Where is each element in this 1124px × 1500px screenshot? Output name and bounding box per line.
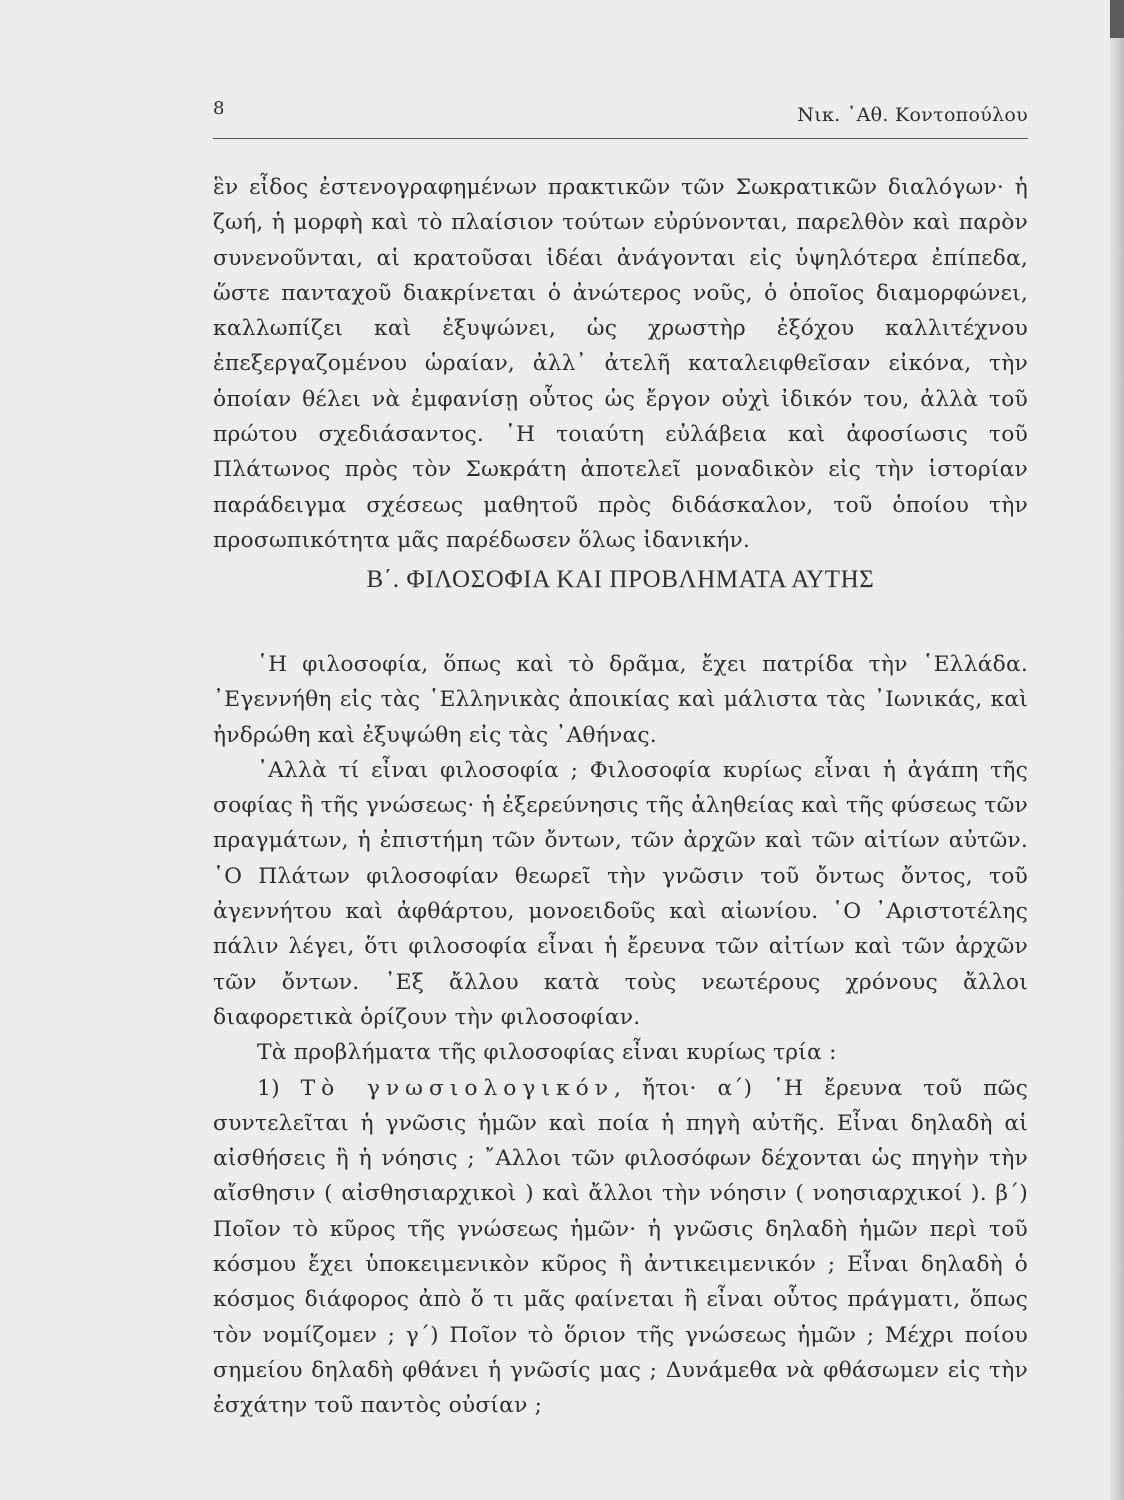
- section-body: [213, 647, 1028, 1424]
- page-edge-shadow: [1110, 0, 1124, 1500]
- running-head-author: Νικ. ᾿Αθ. Κοντοπούλου: [797, 104, 1028, 126]
- section-heading: Β΄. ΦΙΛΟΣΟΦΙΑ ΚΑΙ ΠΡΟΒΛΗΜΑΤΑ ΑΥΤΗΣ: [366, 566, 875, 593]
- page-header: [213, 98, 1028, 139]
- scan-corner-mark: [1110, 0, 1124, 38]
- intro-paragraph: ἓν εἶδος ἐστενογραφημένων πρακτικῶν τῶν Σωκρατικῶν διαλόγων· ἡ ζωή, ἡ μορφὴ καὶ τὸ πλαίσιον τούτων εὐρύνονται, παρελθὸν καὶ παρὸν συνενοῦνται, αἱ κρατοῦσαι ἰδέαι ἀνάγονται εἰς ὑψηλότερα ἐπίπεδα, ὥστε πανταχοῦ διακρίνεται ὁ ἀνώτερος νοῦς, ὁ ὁποῖος διαμορφώνει, καλλωπίζει καὶ ἐξυψώνει, ὡς χρωστὴρ ἐξόχου καλλιτέχνου ἐπεξεργαζομένου ὡραίαν, ἀλλ᾿ ἀτελῆ καταλειφθεῖσαν εἰκόνα, τὴν ὁποίαν θέλει νὰ ἐμφανίσῃ οὗτος ὡς ἔργον οὐχὶ ἰδικόν του, ἀλλὰ τοῦ πρώτου σχεδιάσαντος. ῾Η τοιαύτη εὐλάβεια καὶ ἀφοσίωσις τοῦ Πλάτωνος πρὸς τὸν Σωκράτη ἀποτελεῖ μοναδικὸν εἰς τὴν ἱστορίαν παράδειγμα σχέσεως μαθητοῦ πρὸς διδάσκαλον, τοῦ ὁποίου τὴν προσωπικότητα μᾶς παρέδωσεν ὅλως ἰδανικήν.: [213, 175, 1028, 553]
- paragraph-definition: ᾿Αλλὰ τί εἶναι φιλοσοφία ; Φιλοσοφία κυρίως εἶναι ἡ ἀγάπη τῆς σοφίας ἢ τῆς γνώσεως· ἡ ἐξερεύνησις τῆς ἀληθείας καὶ τῆς φύσεως τῶν πραγμάτων, ἡ ἐπιστήμη τῶν ὄντων, τῶν ἀρχῶν καὶ τῶν αἰτίων αὐτῶν. ῾Ο Πλάτων φιλοσοφίαν θεωρεῖ τὴν γνῶσιν τοῦ ὄντως ὄντος, τοῦ ἀγεννήτου καὶ ἀφθάρτου, μονοειδοῦς καὶ αἰωνίου. ῾Ο ᾿Αριστοτέλης πάλιν λέγει, ὅτι φιλοσοφία εἶναι ἡ ἔρευνα τῶν αἰτίων καὶ τῶν ἀρχῶν τῶν ὄντων. ᾿Εξ ἄλλου κατὰ τοὺς νεωτέρους χρόνους ἄλλοι διαφορετικὰ ὁρίζουν τὴν φιλοσοφίαν.: [213, 757, 1028, 1030]
- paragraph-epistemological: [213, 1071, 1028, 1424]
- intro-text-block: [213, 170, 1028, 553]
- paragraph-problems-intro: Τὰ προβλήματα τῆς φιλοσοφίας εἶναι κυρίως τρία :: [257, 1040, 837, 1066]
- item-text: , ἤτοι· α΄) ῾Η ἔρευνα τοῦ πῶς συντελεῖται ἡ γνῶσις ἡμῶν καὶ ποία ἡ πηγὴ αὐτῆς. Εἶναι δηλαδὴ αἱ αἰσθήσεις ἢ ἡ νόησις ; ῎Αλλοι τῶν φιλοσόφων δέχονται ὡς πηγὴν τὴν αἴσθησιν ( αἰσθησιαρχικοὶ ) καὶ ἄλλοι τὴν νόησιν ( νοησιαρχικοί ). β΄) Ποῖον τὸ κῦρος τῆς γνώσεως ἡμῶν· ἡ γνῶσις δηλαδὴ ἡμῶν περὶ τοῦ κόσμου ἔχει ὑποκειμενικὸν κῦρος ἢ ἀντικειμενικόν ; Εἶναι δηλαδὴ ὁ κόσμος διάφορος ἀπὸ ὅ τι μᾶς φαίνεται ἢ εἶναι οὗτος πράγματι, ὅπως τὸν νομίζομεν ; γ΄) Ποῖον τὸ ὅριον τῆς γνώσεως ἡμῶν ; Μέχρι ποίου σημείου δηλαδὴ φθάνει ἡ γνῶσίς μας ; Δυνάμεθα νὰ φθάσωμεν εἰς τὴν ἐσχάτην τοῦ παντὸς οὐσίαν ;: [213, 1075, 1029, 1419]
- item-number: 1): [257, 1075, 301, 1101]
- spaced-term: Τὸ γνωσιολογικόν: [300, 1075, 615, 1101]
- paragraph-origin: ῾Η φιλοσοφία, ὅπως καὶ τὸ δρᾶμα, ἔχει πατρίδα τὴν ῾Ελλάδα. ᾿Εγεννήθη εἰς τὰς ῾Ελληνικὰς ἀποικίας καὶ μάλιστα τὰς ᾿Ιωνικάς, καὶ ἠνδρώθη καὶ ἐξυψώθη εἰς τὰς ᾿Αθήνας.: [213, 652, 1028, 748]
- page-number: 8: [213, 98, 225, 119]
